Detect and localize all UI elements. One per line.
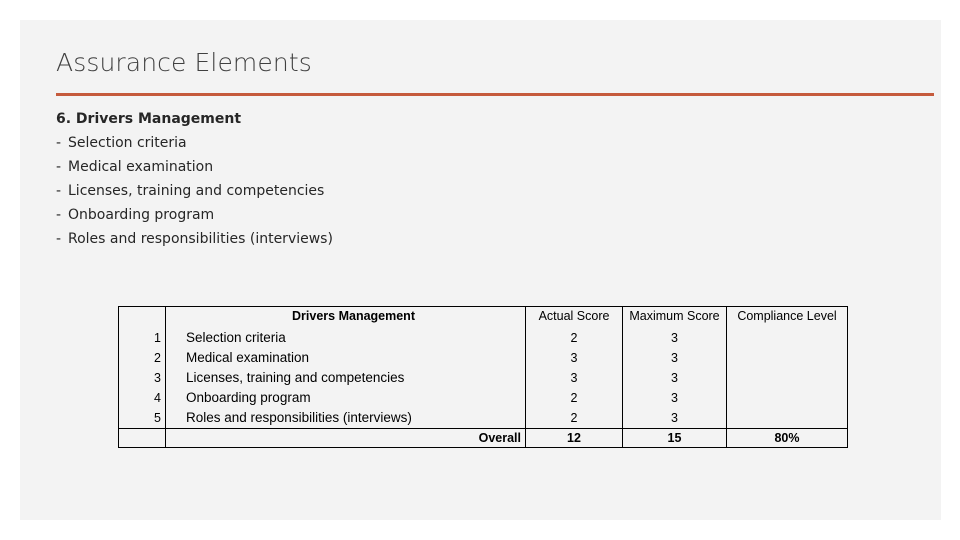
row-max: 3: [623, 348, 727, 368]
table-row: [119, 408, 848, 429]
bullet-item: [56, 155, 333, 179]
row-number: 5: [119, 408, 166, 429]
score-table: [118, 306, 848, 448]
bullet-item: [56, 179, 333, 203]
slide-title: Assurance Elements: [56, 48, 312, 77]
row-name: Licenses, training and competencies: [166, 368, 526, 388]
row-actual: 3: [526, 348, 623, 368]
row-name: Selection criteria: [166, 328, 526, 348]
row-number: 4: [119, 388, 166, 408]
section-heading: 6. Drivers Management: [56, 111, 242, 127]
header-compliance: Compliance Level: [727, 307, 848, 329]
slide-content: [56, 107, 333, 251]
table-row: [119, 368, 848, 388]
row-max: 3: [623, 408, 727, 429]
row-name: Medical examination: [166, 348, 526, 368]
bullet-marker: -: [56, 183, 62, 199]
row-compliance: [727, 328, 848, 348]
bullet-text: Licenses, training and competencies: [68, 183, 325, 199]
total-max: 15: [623, 429, 727, 448]
table-header-row: [119, 307, 848, 329]
bullet-marker: -: [56, 231, 62, 247]
header-num-cell: [119, 307, 166, 329]
total-label: Overall: [166, 429, 526, 448]
bullet-item: [56, 227, 333, 251]
row-actual: 2: [526, 328, 623, 348]
total-compliance: 80%: [727, 429, 848, 448]
row-max: 3: [623, 388, 727, 408]
table-row: [119, 328, 848, 348]
row-actual: 3: [526, 368, 623, 388]
row-actual: 2: [526, 408, 623, 429]
bullet-item: [56, 131, 333, 155]
header-max: Maximum Score: [623, 307, 727, 329]
table-row: [119, 388, 848, 408]
row-actual: 2: [526, 388, 623, 408]
table-row: [119, 348, 848, 368]
row-max: 3: [623, 328, 727, 348]
bullet-text: Medical examination: [68, 159, 214, 175]
table-total-row: [119, 429, 848, 448]
header-name: Drivers Management: [166, 307, 526, 329]
title-divider: [56, 93, 934, 96]
bullet-marker: -: [56, 159, 62, 175]
total-actual: 12: [526, 429, 623, 448]
header-actual: Actual Score: [526, 307, 623, 329]
bullet-item: [56, 203, 333, 227]
row-compliance: [727, 388, 848, 408]
row-max: 3: [623, 368, 727, 388]
row-name: Roles and responsibilities (interviews): [166, 408, 526, 429]
bullet-text: Selection criteria: [68, 135, 187, 151]
row-compliance: [727, 348, 848, 368]
row-number: 2: [119, 348, 166, 368]
bullet-marker: -: [56, 207, 62, 223]
row-number: 3: [119, 368, 166, 388]
row-compliance: [727, 368, 848, 388]
bullet-marker: -: [56, 135, 62, 151]
bullet-text: Onboarding program: [68, 207, 215, 223]
row-compliance: [727, 408, 848, 429]
row-name: Onboarding program: [166, 388, 526, 408]
row-number: 1: [119, 328, 166, 348]
bullet-text: Roles and responsibilities (interviews): [68, 231, 333, 247]
total-num-cell: [119, 429, 166, 448]
